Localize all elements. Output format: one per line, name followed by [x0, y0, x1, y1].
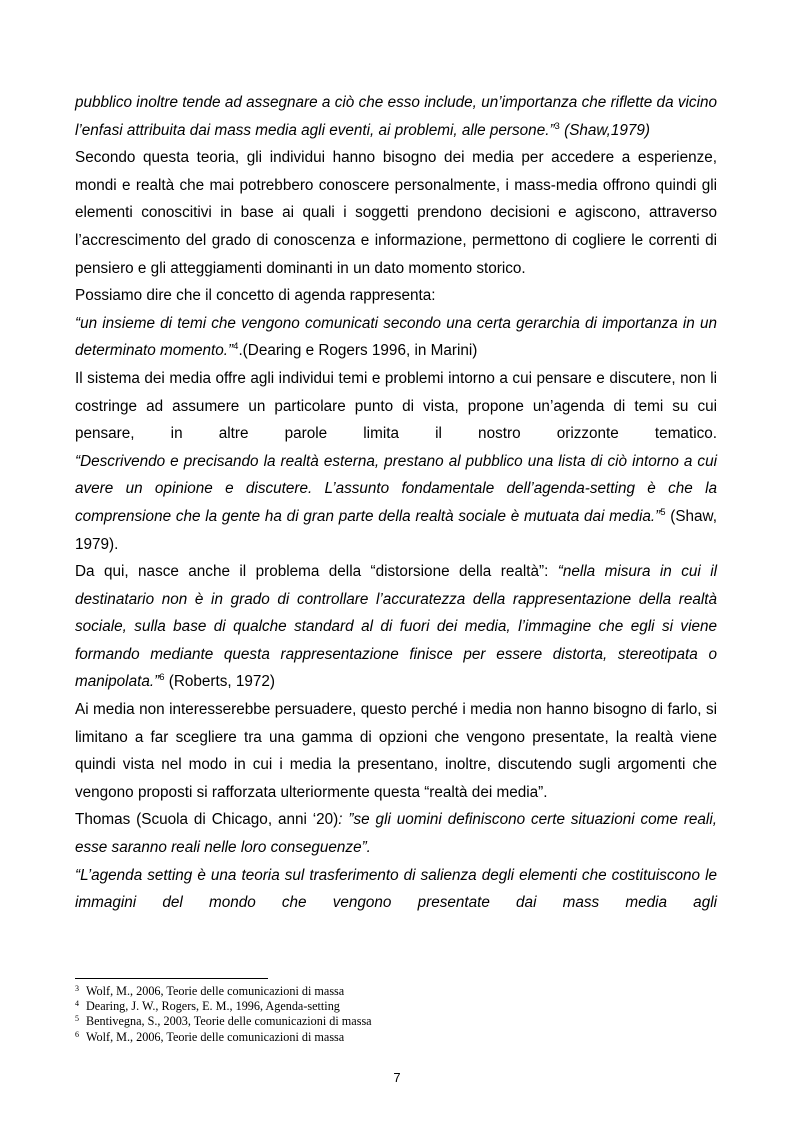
- footnote-number: 6: [75, 1029, 79, 1039]
- text-run: pubblico inoltre tende ad assegnare a ciò che esso include, un’importanza che riflette da vicino l’enfasi attribuita dai mass media agli eventi, ai problemi, alle persone.”: [75, 94, 717, 139]
- paragraph: [75, 862, 717, 917]
- footnote-text: Dearing, J. W., Rogers, E. M., 1996, Agenda-setting: [86, 999, 340, 1014]
- text-run: Ai media non interesserebbe persuadere, questo perché i media non hanno bisogno di farlo, si limitano a far scegliere tra una gamma di opzioni che vengono presentate, la realtà viene quindi vista nel modo in cui i media la presentano, inoltre, discutendo sugli argomenti che vengono proposti si rafforzata ulteriormente questa “realtà dei media”.: [75, 701, 717, 801]
- text-run: Secondo questa teoria, gli individui hanno bisogno dei media per accedere a esperienze, mondi e realtà che mai potrebbero conoscere personalmente, i mass-media offrono quindi gli elementi conoscitivi in base ai quali i soggetti prendono decisioni e agiscono, attraverso l’accrescimento del grado di conoscenza e informazione, permettono di cogliere le correnti di pensiero e gli atteggiamenti dominanti in un dato momento storico.: [75, 149, 717, 277]
- paragraph: [75, 558, 717, 696]
- footnotes: [75, 984, 715, 1045]
- page-number: 7: [393, 1070, 401, 1085]
- text-run: Il sistema dei media offre agli individui temi e problemi intorno a cui pensare e discutere, non li costringe ad assumere un particolare punto di vista, propone un’agenda di temi su cui pensare, in altre parole limita il nostro orizzonte tematico.: [75, 369, 717, 443]
- footnote-ref: 4: [233, 341, 239, 353]
- text-run: (Roberts, 1972): [164, 673, 276, 691]
- footnote: [75, 1014, 715, 1029]
- footnote-separator: [75, 978, 268, 979]
- footnote-number: 5: [75, 1014, 79, 1024]
- text-run: Possiamo dire che il concetto di agenda rappresenta:: [75, 287, 436, 305]
- text-run: .(Dearing e Rogers 1996, in Marini): [238, 342, 478, 360]
- footnote: [75, 999, 715, 1014]
- text-run: “L’agenda setting è una teoria sul trasferimento di salienza degli elementi che costituiscono le immagini del mondo che vengono presentate dai mass media agli: [75, 866, 717, 912]
- footnote-ref: 6: [159, 672, 165, 684]
- paragraph: [75, 282, 717, 310]
- text-run: Da qui, nasce anche il problema della “distorsione della realtà”:: [75, 563, 558, 581]
- text-run: : ”se gli uomini definiscono certe situazioni come reali, esse saranno reali nelle loro conseguenze”.: [75, 811, 717, 857]
- text-run: “un insieme di temi che vengono comunicati secondo una certa gerarchia di importanza in un determinato momento.”: [75, 314, 717, 360]
- footnote-text: Wolf, M., 2006, Teorie delle comunicazioni di massa: [86, 1029, 345, 1044]
- text-run: Thomas (Scuola di Chicago, anni ‘20): [75, 811, 339, 829]
- text-run: “nella misura in cui il destinatario non è in grado di controllare l’accuratezza della rappresentazione della realtà sociale, sulla base di qualche standard al di fuori dei media, l’immagine che egli si viene formando mediante questa rappresentazione finisce per essere distorta, stereotipata o manipolata.”: [75, 563, 717, 691]
- footnote: [75, 1030, 715, 1045]
- text-run: “Descrivendo e precisando la realtà esterna, prestano al pubblico una lista di ciò intorno a cui avere un opinione e discutere. L’assunto fondamentale dell’agenda-setting è che la comprensione che la gente ha di gran parte della realtà sociale è mutuata dai media.”: [75, 452, 717, 525]
- paragraph: [75, 696, 717, 806]
- paragraph: [75, 89, 717, 144]
- paragraph: [75, 806, 717, 861]
- footnote-number: 3: [75, 984, 79, 993]
- paragraph: [75, 365, 717, 448]
- body-text: [75, 89, 717, 917]
- footnote-number: 4: [75, 999, 79, 1009]
- footnote-ref: 3: [554, 120, 560, 132]
- paragraph: [75, 144, 717, 282]
- footnote-ref: 5: [660, 506, 666, 518]
- footnote: [75, 984, 715, 999]
- footnote-text: Wolf, M., 2006, Teorie delle comunicazioni di massa: [86, 984, 345, 998]
- text-run: (Shaw, 1979).: [75, 507, 718, 553]
- text-run: (Shaw,1979): [559, 121, 650, 139]
- footnote-text: Bentivegna, S., 2003, Teorie delle comunicazioni di massa: [86, 1014, 372, 1029]
- paragraph: [75, 448, 717, 558]
- paragraph: [75, 310, 717, 365]
